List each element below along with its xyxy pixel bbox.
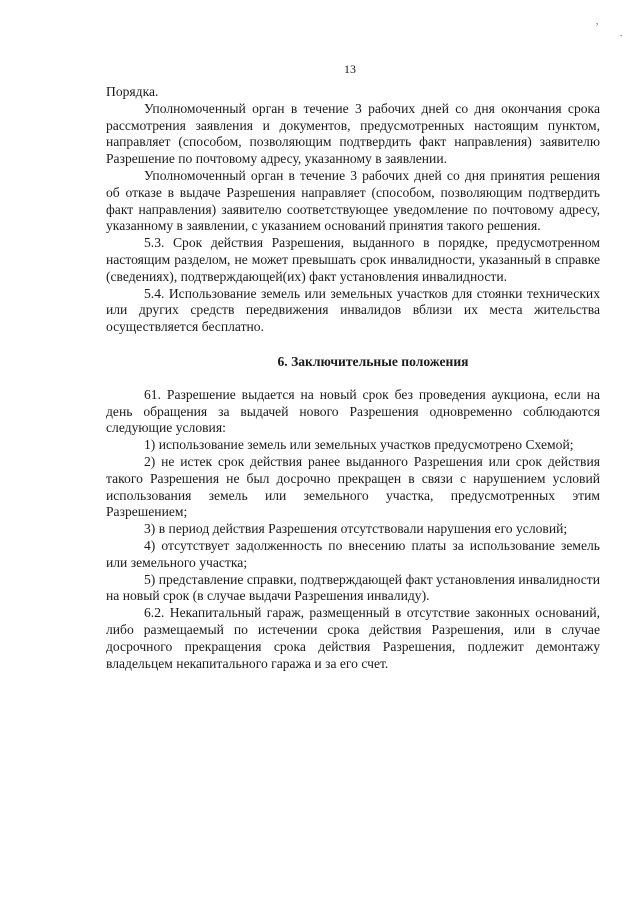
paragraph: 5.3. Срок действия Разрешения, выданного в порядке, предусмотренном настоящим разделом, не может превышать срок инвалидности, указанный в справке (сведениях), подтверждающей(их) факт установления инвалидности.	[106, 235, 600, 284]
list-item: 1) использование земель или земельных участков предусмотрено Схемой;	[144, 437, 574, 453]
list-item: 3) в период действия Разрешения отсутствовали нарушения его условий;	[144, 521, 568, 537]
section-heading: 6. Заключительные положения	[277, 353, 469, 369]
paragraph: 5.4. Использование земель или земельных участков для стоянки технических или других средств передвижения инвалидов вблизи их места жительства осуществляется бесплатно.	[106, 285, 600, 335]
list-item: 5) представление справки, подтверждающей факт установления инвалидности на новый срок (в случае выдачи Разрешения инвалиду).	[106, 571, 600, 604]
scan-mark: ,	[596, 16, 599, 26]
paragraph: Уполномоченный орган в течение 3 рабочих дней со дня принятия решения об отказе в выдаче Разрешения направляет (способом, позволяющим подтвердить факт направления) заявителю соответствующее уведомление по почтовому адресу, указанному в заявлении, с указанием оснований принятия такого решения.	[106, 167, 600, 234]
paragraph: 61. Разрешение выдается на новый срок без проведения аукциона, если на день обращения за выдачей нового Разрешения одновременно соблюдаются следующие условия:	[106, 386, 600, 436]
document-body	[106, 84, 600, 672]
paragraph: Уполномоченный орган в течение 3 рабочих дней со дня окончания срока рассмотрения заявления и документов, предусмотренных настоящим пунктом, направляет (способом, позволяющим подтвердить факт направления) заявителю Разрешение по почтовому адресу, указанному в заявлении.	[106, 100, 600, 167]
paragraph: Порядка.	[106, 84, 159, 99]
list-item: 2) не истек срок действия ранее выданного Разрешения или срок действия такого Разрешения не был досрочно прекращен в связи с нарушением условий использования земель или земельного участка, предусмотренных этим Разрешением;	[106, 453, 600, 520]
paragraph: 6.2. Некапитальный гараж, размещенный в отсутствие законных оснований, либо размещаемый по истечении срока действия Разрешения, или в случае досрочного прекращения срока действия Разрешения, подлежит демонтажу владельцем некапитального гаража и за его счет.	[106, 605, 600, 671]
list-item: 4) отсутствует задолженность по внесению платы за использование земель или земельного участка;	[106, 537, 600, 570]
scan-mark: .	[620, 28, 623, 38]
page-number: 13	[344, 62, 356, 76]
